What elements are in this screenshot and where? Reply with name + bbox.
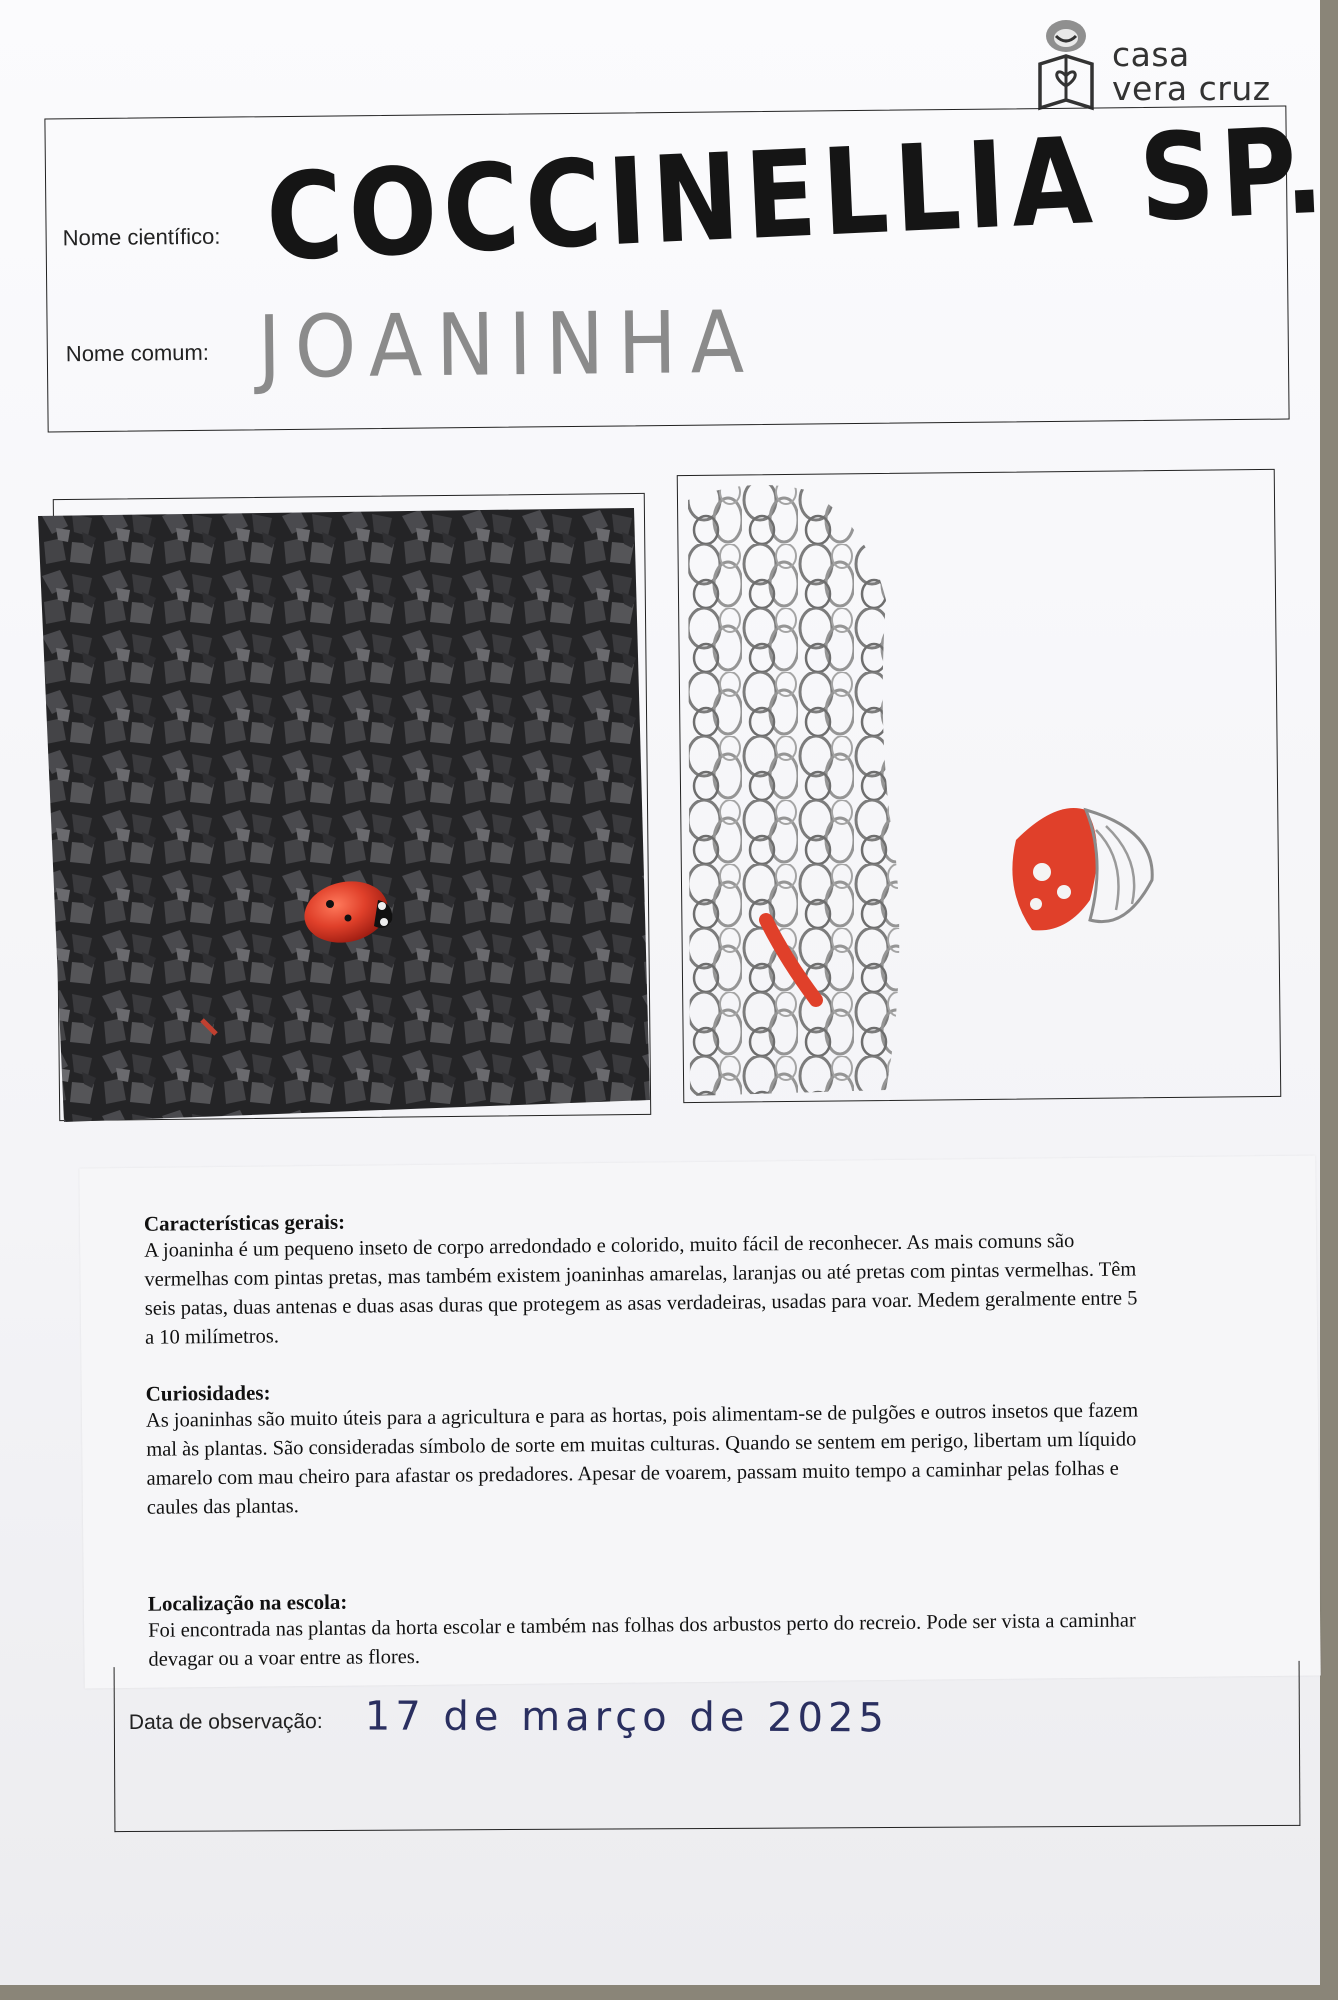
scientific-name-handwritten: COCCINELLIA SP. [263, 99, 1333, 289]
section-general-characteristics [144, 1201, 1145, 1352]
section-title: Curiosidades: [145, 1380, 271, 1406]
casa-vera-cruz-logo [1034, 16, 1304, 116]
observation-date-box [114, 1661, 1301, 1832]
description-card [79, 1156, 1320, 1689]
common-name-handwritten: JOANINHA [257, 293, 759, 398]
ladybug-photo [38, 508, 650, 1122]
logo-line-1: casa [1112, 35, 1190, 74]
section-curiosities [146, 1371, 1147, 1522]
book-heart-icon [1034, 16, 1098, 116]
section-text: Foi encontrada nas plantas da horta escolar e também nas folhas dos arbustos perto do recreio. Pode ser vista a caminhar devagar ou a voar entre as flores. [148, 1609, 1136, 1671]
section-school-location [148, 1581, 1149, 1674]
section-title: Características gerais: [143, 1209, 346, 1236]
scientific-name-label: Nome científico: [62, 223, 221, 251]
section-text: A joaninha é um pequeno inseto de corpo arredondado e colorido, muito fácil de reconhecer. As mais comuns são vermelhas com pintas pretas, mas também existem joaninhas amarelas, laranjas ou até pretas com pintas vermelhas. Têm seis patas, duas antenas e duas asas duras que protegem as asas verdadeiras, usadas para voar. Medem geralmente entre 5 a 10 milímetros. [144, 1230, 1138, 1349]
drawn-ladybug-icon [1012, 808, 1152, 930]
observation-date-handwritten: 17 de março de 2025 [364, 1693, 889, 1742]
common-name-label: Nome comum: [65, 339, 210, 367]
observation-date-label: Data de observação: [128, 1710, 323, 1735]
logo-line-2: vera cruz [1112, 69, 1271, 108]
child-drawing [686, 480, 1276, 1100]
section-text: As joaninhas são muito úteis para a agricultura e para as hortas, pois alimentam-se de pulgões e outros insetos que fazem mal às plantas. São consideradas símbolo de sorte em muitas culturas. Quando se sentem em perigo, libertam um líquido amarelo com mau cheiro para afastar os predadores. Apesar de voarem, passam muito tempo a caminhar pelas folhas e caules das plantas. [145, 1399, 1139, 1519]
name-box [44, 99, 1333, 433]
section-title: Localização na escola: [147, 1589, 348, 1616]
